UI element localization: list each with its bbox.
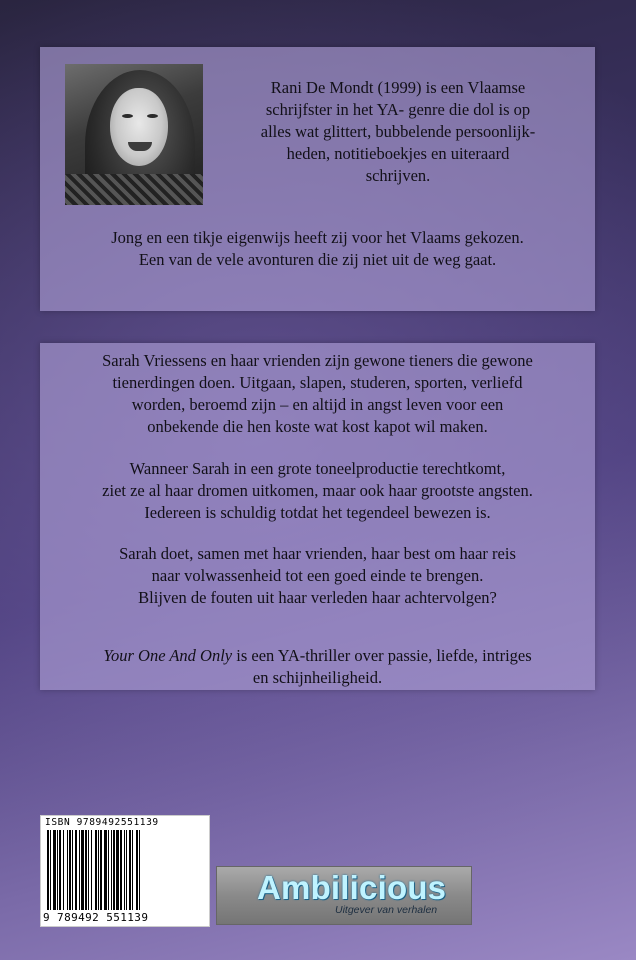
blurb-line: Blijven de fouten uit haar verleden haar achtervolgen? — [138, 588, 497, 607]
blurb-paragraph-2 — [40, 458, 595, 524]
author-bio-line: heden, notitieboekjes en uiteraard — [286, 144, 510, 163]
blurb-line: onbekende die hen koste wat kost kapot wil maken. — [147, 417, 488, 436]
author-photo — [65, 64, 203, 205]
author-bio-extra-line: Een van de vele avonturen die zij niet uit de weg gaat. — [138, 250, 497, 269]
author-bio-line: schrijven. — [365, 166, 431, 185]
blurb-line: tienerdingen doen. Uitgaan, slapen, studeren, sporten, verliefd — [112, 373, 523, 392]
book-title: Your One And Only — [103, 646, 233, 665]
publisher-tagline: Uitgever van verhalen — [335, 904, 438, 916]
barcode-bar — [140, 830, 142, 910]
author-bio-line: alles wat glittert, bubbelende persoonlijk- — [260, 122, 536, 141]
barcode-bars — [47, 830, 203, 910]
blurb-line: naar volwassenheid tot een goed einde te brengen. — [151, 566, 484, 585]
blurb-paragraph-3 — [40, 543, 595, 609]
publisher-name: Ambilicious — [257, 869, 447, 906]
author-panel — [40, 47, 595, 311]
author-bio-extra-line: Jong en een tikje eigenwijs heeft zij voor het Vlaams gekozen. — [111, 228, 524, 247]
blurb-line: Iedereen is schuldig totdat het tegendeel bewezen is. — [144, 503, 491, 522]
blurb-panel — [40, 343, 595, 690]
isbn-label: ISBN 9789492551139 — [45, 817, 159, 828]
author-bio-line: Rani De Mondt (1999) is een Vlaamse — [270, 78, 526, 97]
blurb-line: Wanneer Sarah in een grote toneelproductie terechtkomt, — [129, 459, 506, 478]
blurb-line-rest: is een YA-thriller over passie, liefde, intriges — [232, 646, 532, 665]
blurb-line: ziet ze al haar dromen uitkomen, maar ook haar grootste angsten. — [102, 481, 533, 500]
blurb-line: Sarah doet, samen met haar vrienden, haar best om haar reis — [119, 544, 516, 563]
blurb-line: en schijnheiligheid. — [252, 668, 383, 687]
author-bio-line: schrijfster in het YA- genre die dol is op — [265, 100, 531, 119]
publisher-logo — [216, 866, 472, 925]
isbn-barcode — [40, 815, 210, 927]
author-bio — [218, 77, 578, 187]
blurb-line: worden, beroemd zijn – en altijd in angst leven voor een — [131, 395, 504, 414]
isbn-digits: 9 789492 551139 — [43, 911, 149, 924]
blurb-line: Sarah Vriessens en haar vrienden zijn gewone tieners die gewone — [102, 351, 533, 370]
author-bio-extra — [40, 227, 595, 271]
blurb-line — [40, 645, 595, 667]
blurb-paragraph-1 — [40, 350, 595, 438]
blurb-paragraph-4 — [40, 645, 595, 689]
